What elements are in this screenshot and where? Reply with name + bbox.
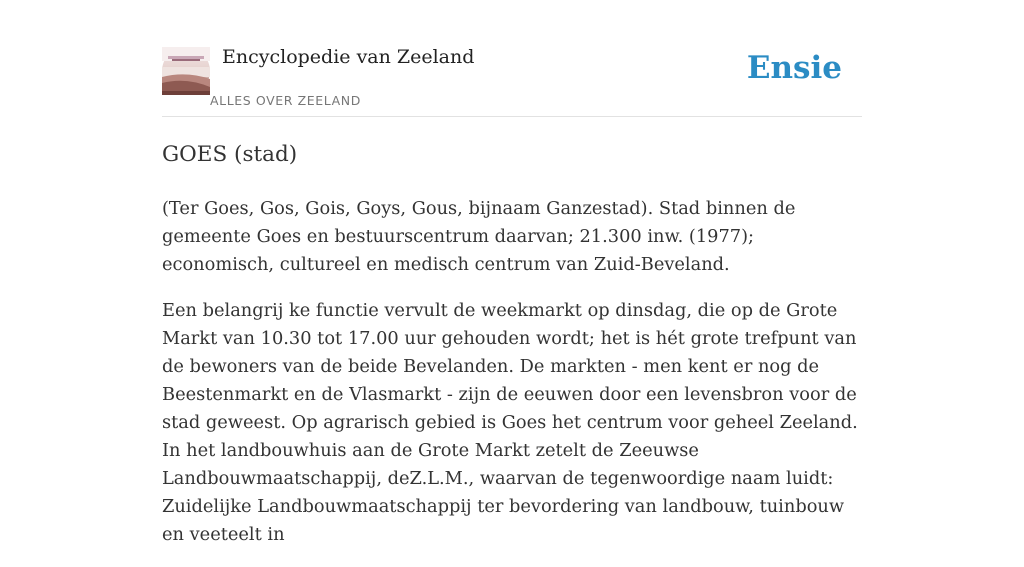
- site-title[interactable]: Encyclopedie van Zeeland: [222, 46, 475, 68]
- site-subtitle: ALLES OVER ZEELAND: [210, 93, 361, 108]
- ensie-logo[interactable]: Ensie: [746, 50, 842, 86]
- site-header: [162, 0, 862, 117]
- article-title: GOES (stad): [162, 142, 298, 167]
- article: [162, 137, 864, 567]
- article-paragraph: Een belangrij ke functie vervult de weekmarkt op dinsdag, die op de Grote Markt van 10.30 tot 17.00 uur gehouden wordt; het is hét grote trefpunt van de bewoners van de beide Bevelanden. De markten - men kent er nog de Beestenmarkt en de Vlasmarkt - zijn de eeuwen door een levensbron voor de stad geweest. Op agrarisch gebied is Goes het centrum voor geheel Zeeland. In het landbouwhuis aan de Grote Markt zetelt de Zeeuwse Landbouwmaatschappij, deZ.L.M., waarvan de tegenwoordige naam luidt: Zuidelijke Landbouwmaatschappij ter bevordering van landbouw, tuinbouw en veeteelt in: [162, 300, 858, 545]
- site-avatar[interactable]: [162, 47, 210, 95]
- article-paragraph: (Ter Goes, Gos, Gois, Goys, Gous, bijnaam Ganzestad). Stad binnen de gemeente Goes en bestuurscentrum daarvan; 21.300 inw. (1977); economisch, cultureel en medisch centrum van Zuid-Beveland.: [162, 198, 796, 275]
- avatar-image: [162, 47, 210, 95]
